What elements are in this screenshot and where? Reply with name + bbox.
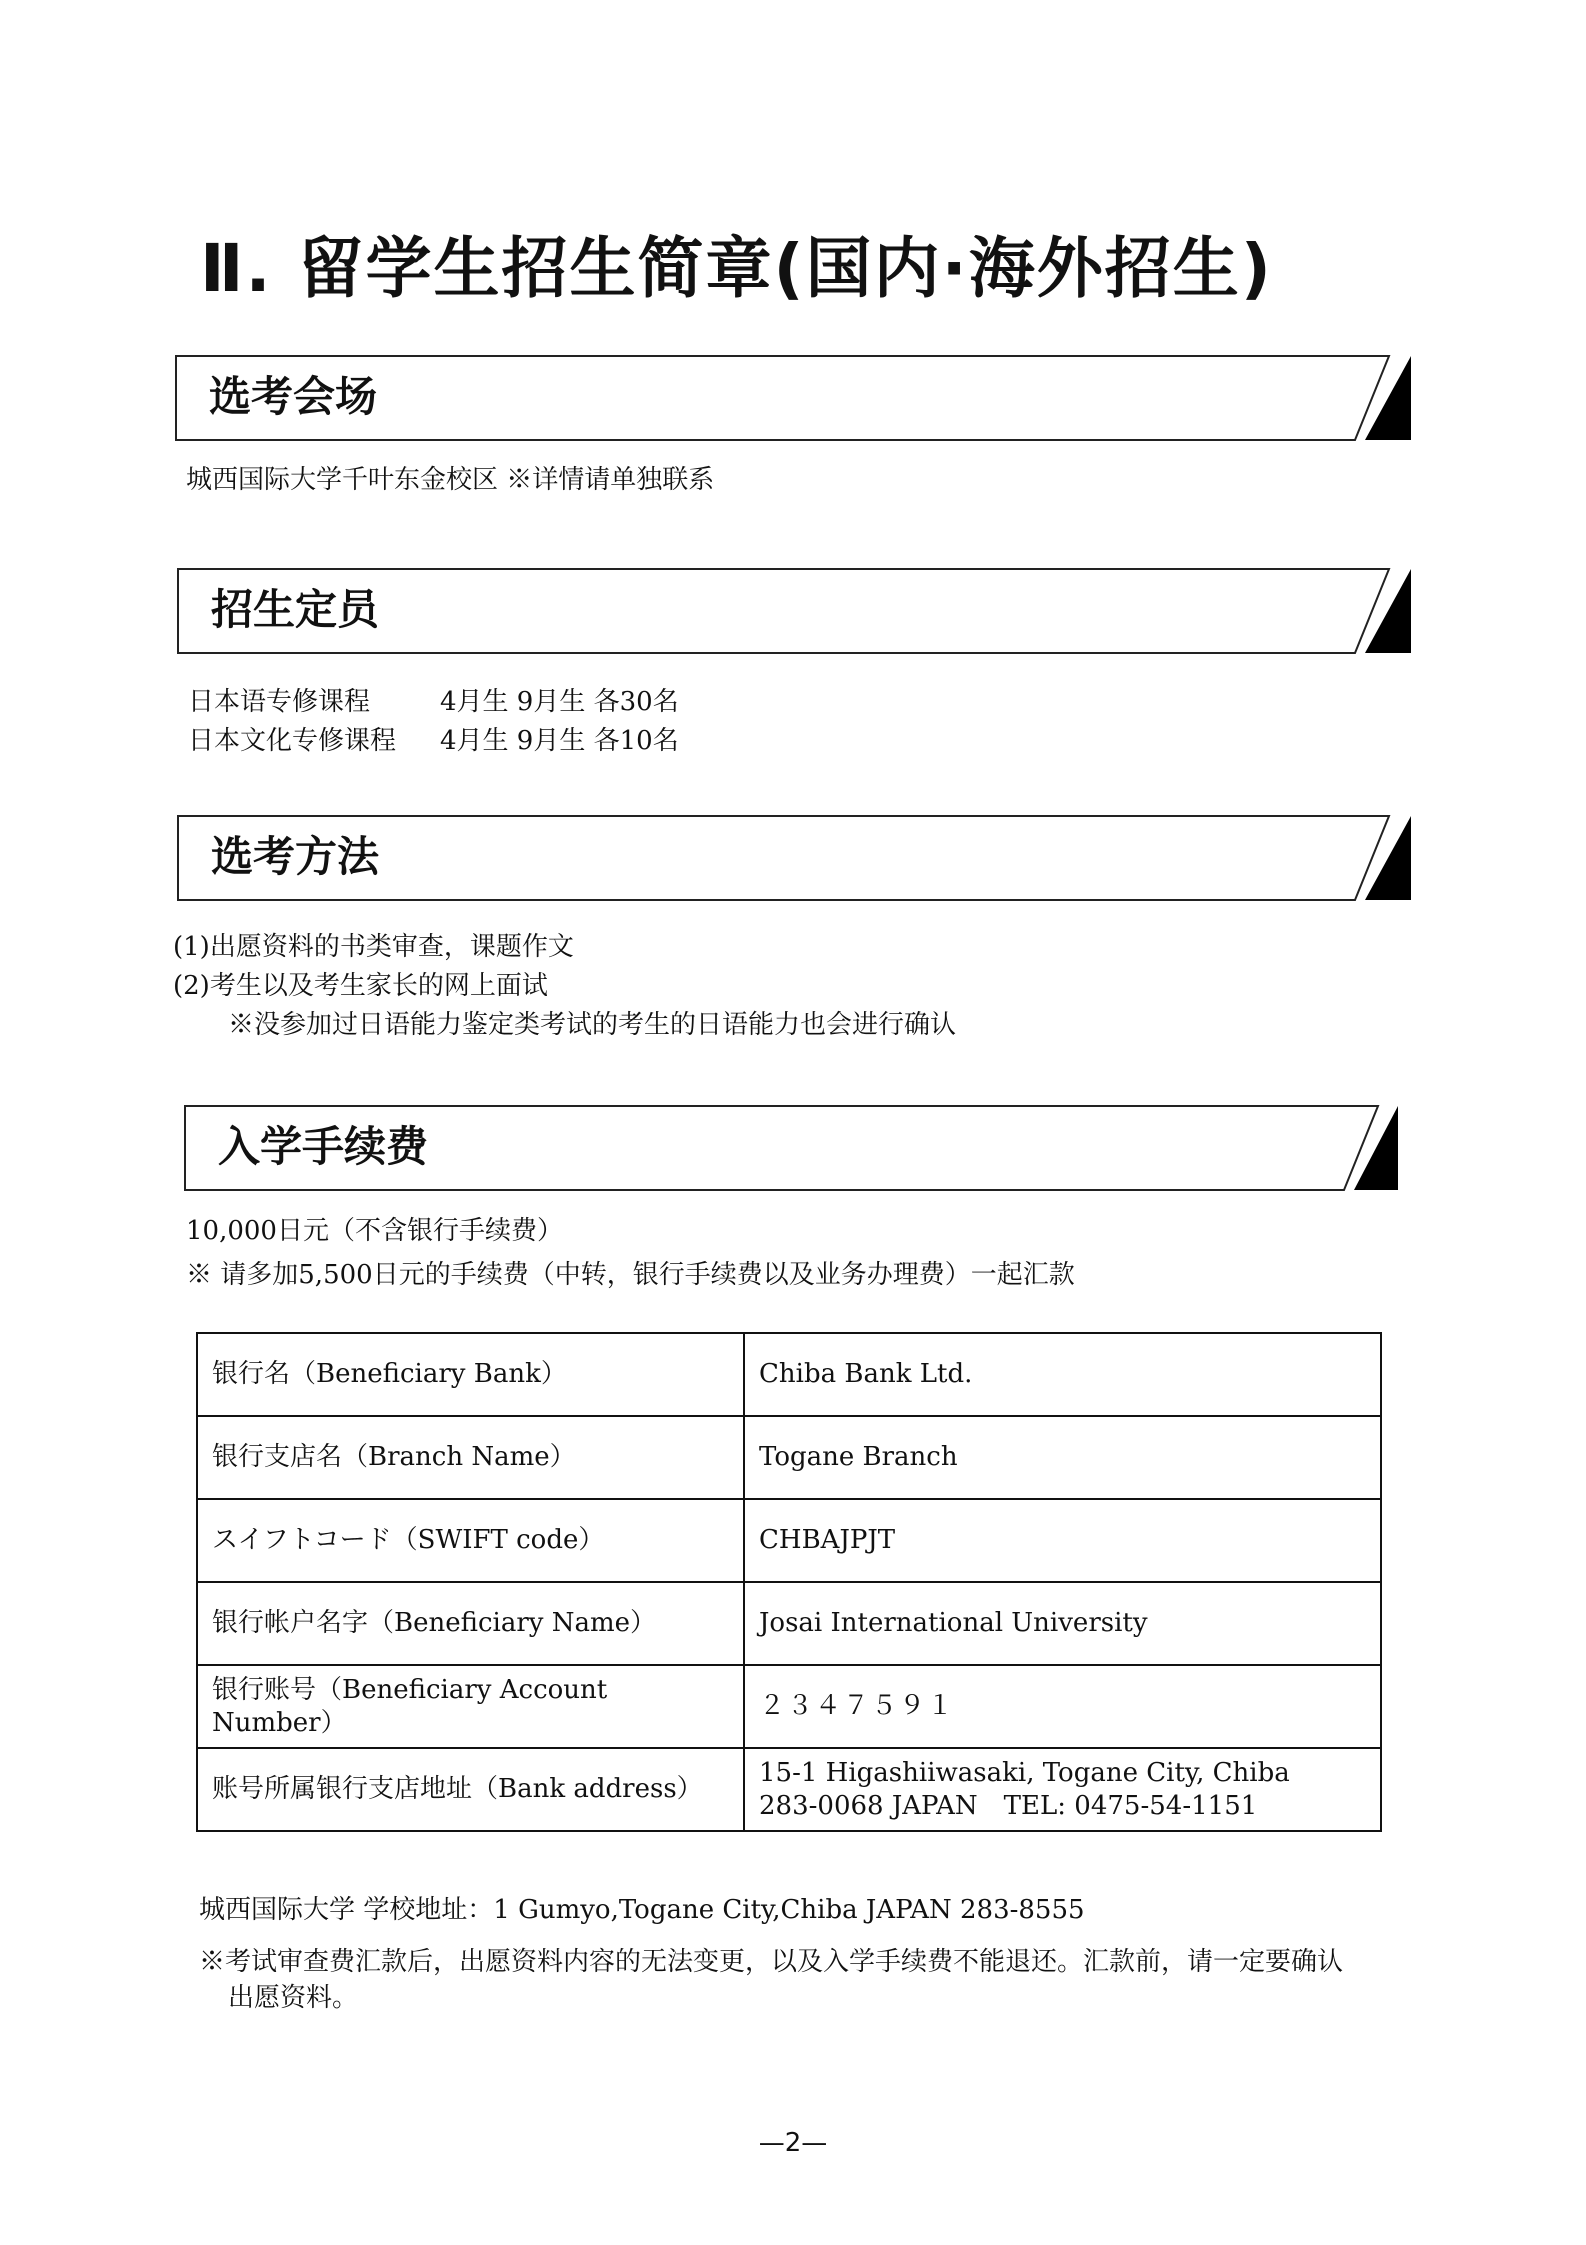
method-line-1: (1)出愿资料的书类审查，课题作文	[173, 932, 574, 962]
course-detail-japanese: 4月生 9月生 各30名	[440, 687, 679, 717]
table-row	[197, 1333, 1381, 1416]
section-header-fee	[184, 1105, 1398, 1191]
method-note: ※没参加过日语能力鉴定类考试的考生的日语能力也会进行确认	[228, 1010, 957, 1040]
bank-label-cell: 银行账号（Beneficiary Account Number）	[197, 1665, 744, 1748]
bank-label-cell: スイフトコード（SWIFT code）	[197, 1499, 744, 1582]
section-header-method	[177, 815, 1411, 901]
bank-value-cell: 15-1 Higashiiwasaki, Togane City, Chiba 283-0068 JAPAN TEL: 0475-54-1151	[744, 1748, 1381, 1831]
venue-text: 城西国际大学千叶东金校区 ※详情请单独联系	[186, 465, 715, 495]
fee-note: ※ 请多加5,500日元的手续费（中转，银行手续费以及业务办理费）一起汇款	[186, 1260, 1075, 1290]
bank-value-cell: Chiba Bank Ltd.	[744, 1333, 1381, 1416]
table-row	[197, 1748, 1381, 1831]
bank-value-cell: ２３４７５９１	[744, 1665, 1381, 1748]
page-number: —2—	[758, 2128, 828, 2158]
table-row	[197, 1665, 1381, 1748]
section-heading-fee: 入学手续费	[218, 1122, 429, 1171]
bank-value-cell: CHBAJPJT	[744, 1499, 1381, 1582]
bank-info-table	[196, 1332, 1382, 1832]
course-name-japanese: 日本语专修课程	[188, 687, 371, 717]
section-header-venue	[175, 355, 1411, 441]
section-heading-capacity: 招生定员	[211, 585, 380, 634]
table-row	[197, 1499, 1381, 1582]
school-address: 城西国际大学 学校地址：1 Gumyo,Togane City,Chiba JAPAN 283-8555	[199, 1895, 1085, 1925]
bank-label-cell: 银行支店名（Branch Name）	[197, 1416, 744, 1499]
section-heading-venue: 选考会场	[209, 372, 378, 421]
bank-label-cell: 银行帐户名字（Beneficiary Name）	[197, 1582, 744, 1665]
fee-amount: 10,000日元（不含银行手续费）	[186, 1216, 563, 1246]
bank-label-cell: 账号所属银行支店地址（Bank address）	[197, 1748, 744, 1831]
section-header-capacity	[177, 568, 1411, 654]
table-row	[197, 1582, 1381, 1665]
table-row	[197, 1416, 1381, 1499]
course-detail-culture: 4月生 9月生 各10名	[440, 726, 679, 756]
bank-label-cell: 银行名（Beneficiary Bank）	[197, 1333, 744, 1416]
bank-value-cell: Togane Branch	[744, 1416, 1381, 1499]
course-name-culture: 日本文化专修课程	[188, 726, 397, 756]
payment-notice-line2: 出愿资料。	[228, 1983, 359, 2013]
page-title: Ⅱ. 留学生招生简章(国内·海外招生)	[200, 230, 1273, 307]
section-heading-method: 选考方法	[211, 832, 380, 881]
bank-value-cell: Josai International University	[744, 1582, 1381, 1665]
payment-notice-line1: ※考试审查费汇款后，出愿资料内容的无法变更，以及入学手续费不能退还。汇款前，请一定要确认	[199, 1947, 1344, 1977]
method-line-2: (2)考生以及考生家长的网上面试	[173, 971, 548, 1001]
